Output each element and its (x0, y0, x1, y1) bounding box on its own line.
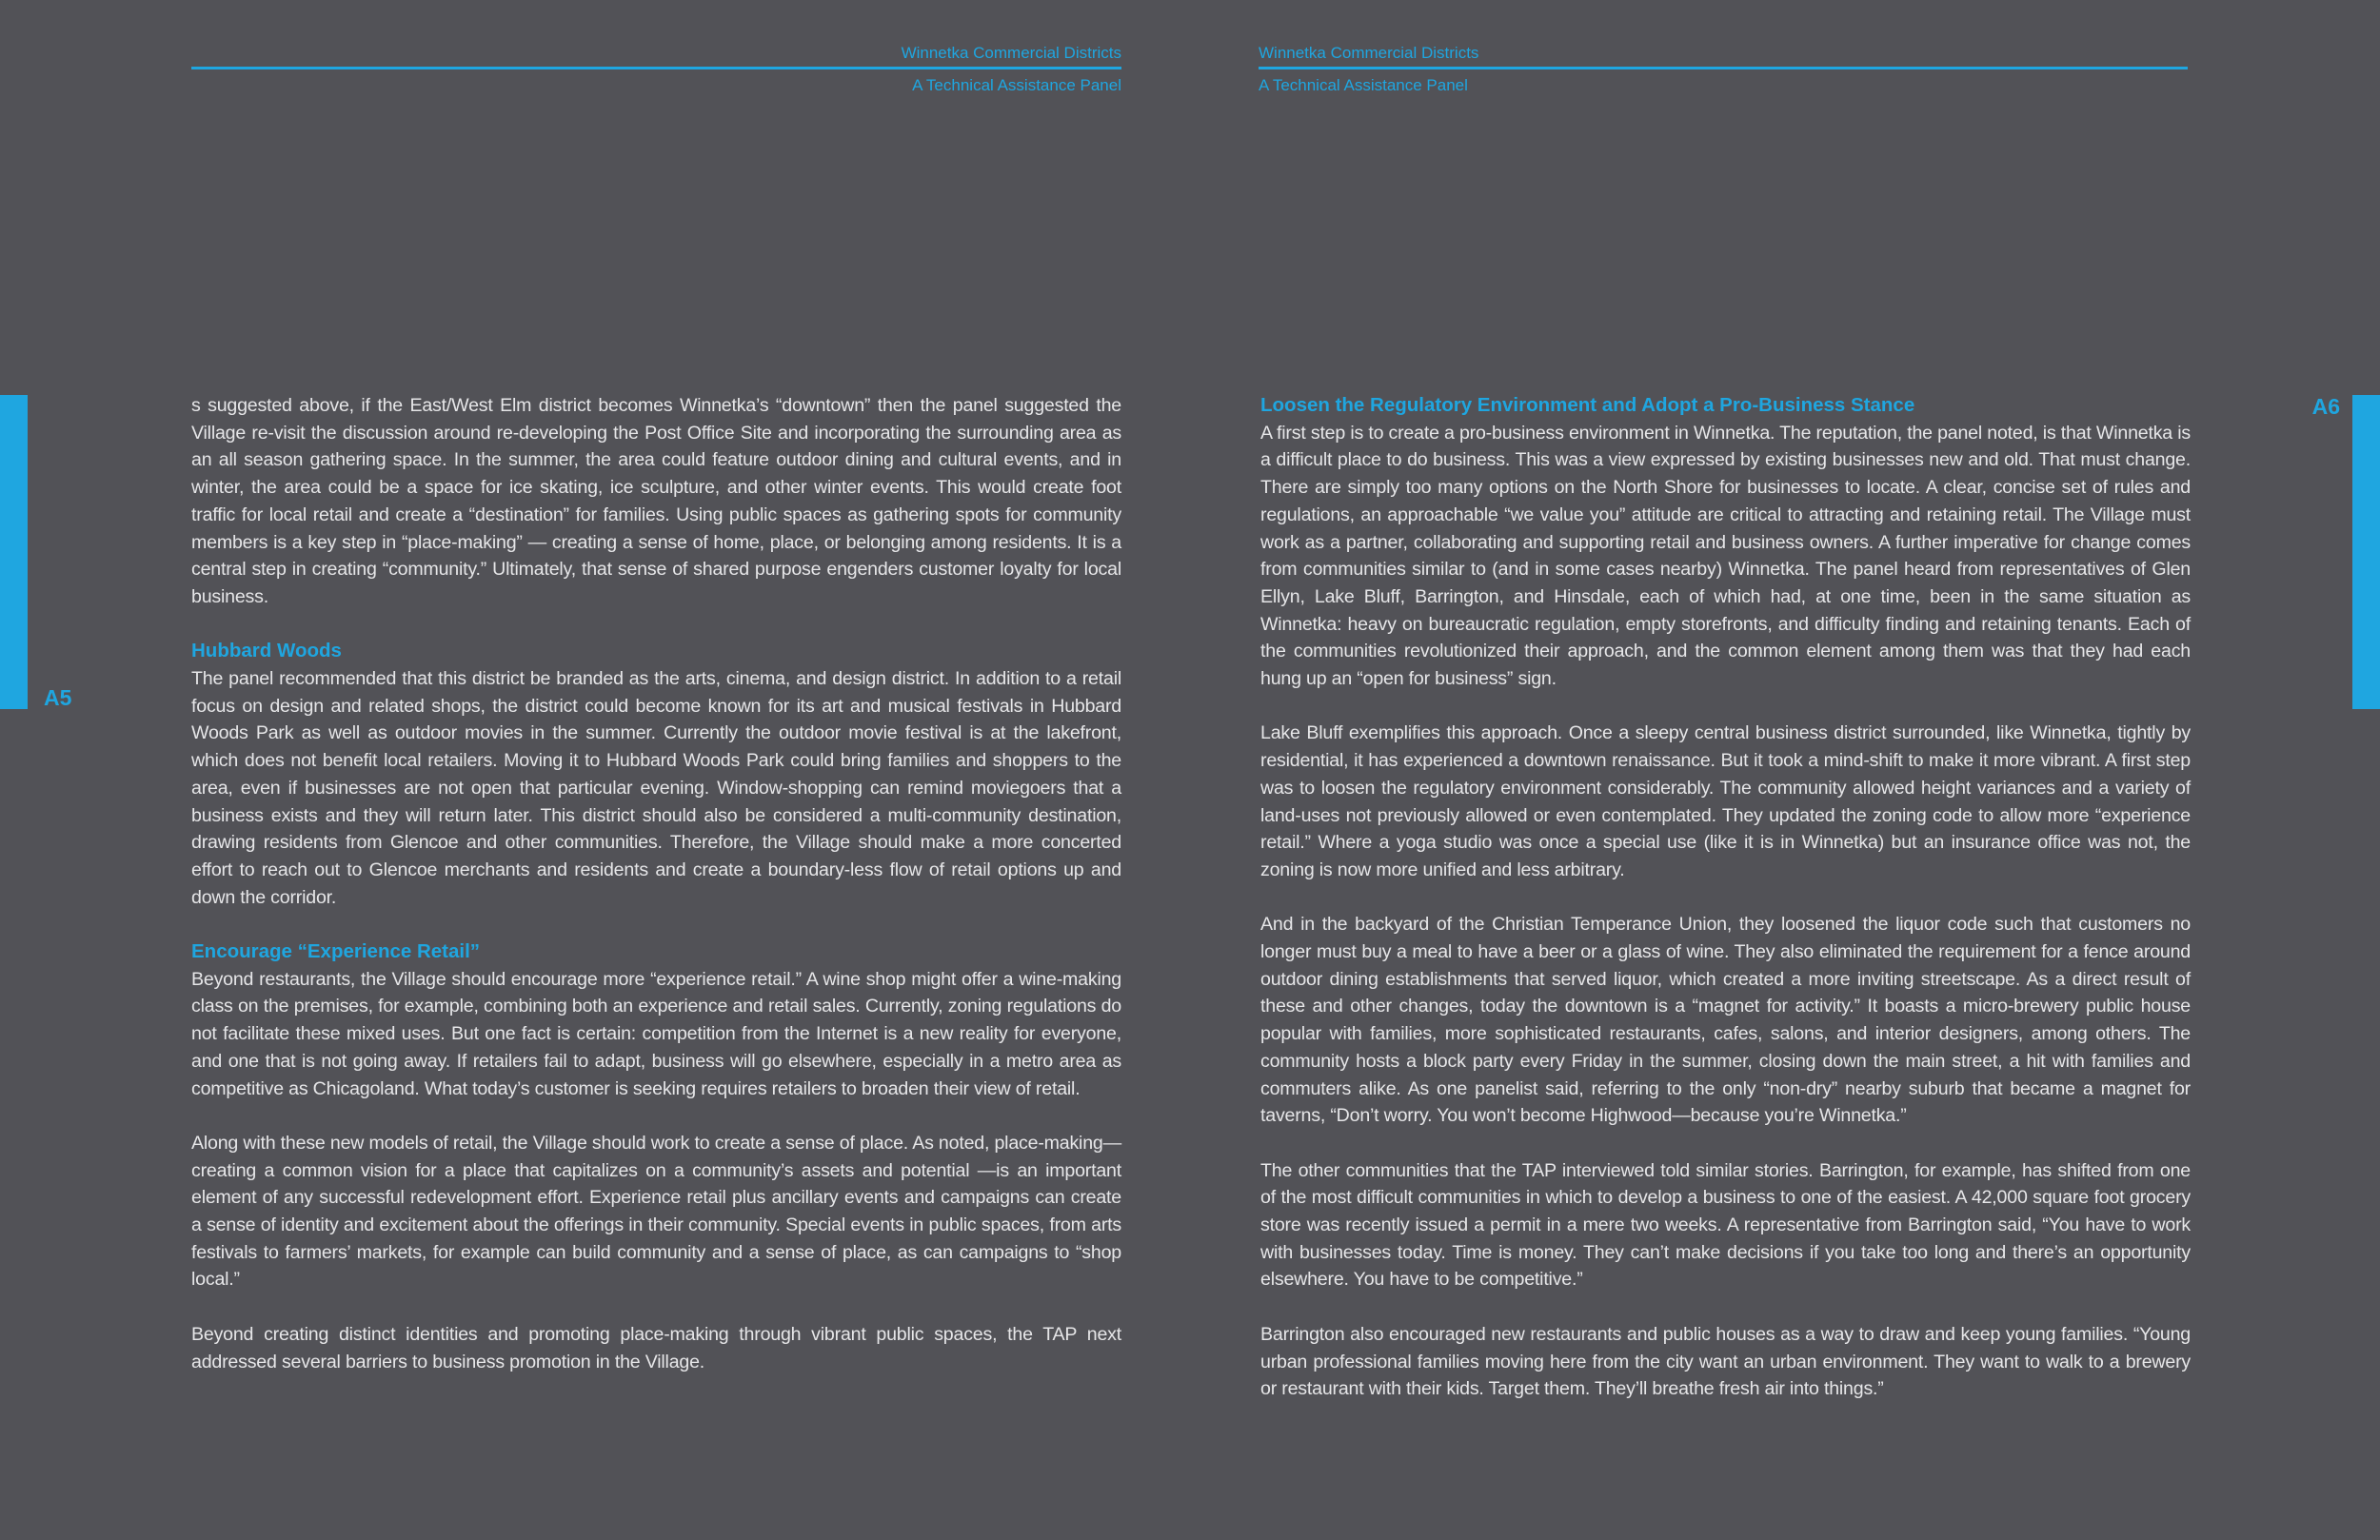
section-heading-hubbard-woods: Hubbard Woods (191, 640, 342, 662)
place-making-paragraph: Along with these new models of retail, the Village should work to create a sense of place. As noted, place-making—creating a common vision for a place that capitalizes on a community’s assets and potential —is an important element of any successful redevelopment effort. Experience retail plus ancillary events and campaigns can create a sense of identity and excitement about the offerings in their community. Special events in public spaces, from arts festivals to farmers’ markets, for example can build community and a sense of place, as can campaigns to “shop local.” (191, 1132, 1121, 1291)
pro-business-paragraph: A first step is to create a pro-business environment in Winnetka. The reputation, the panel noted, is that Winnetka is a difficult place to do business. This was a view expressed by existing businesses new and old. That must change. There are simply too many options on the North Shore for businesses to locate. A clear, concise set of rules and regulations, an approachable “we value you” attitude are critical to attracting and retaining retail. The Village must work as a partner, collaborating and supporting retail and business owners. A further imperative for change comes from communities similar to (and in some cases nearby) Winnetka. The panel heard from representatives of Glen Ellyn, Lake Bluff, Barrington, and Hinsdale, each of which had, at one time, been in the same situation as Winnetka: heavy on bureaucratic regulation, empty storefronts, and difficulty finding and retaining tenants. Each of the communities revolutionized their approach, and the common element among them was that they had each hung up an “open for business” sign. (1260, 422, 2191, 690)
lake-bluff-paragraph: Lake Bluff exemplifies this approach. Once a sleepy central business district surrounded, like Winnetka, tightly by residential, it has experienced a downtown renaissance. But it took a mind-shift to make it more vibrant. A first step was to loosen the regulatory environment considerably. The community allowed height variances and a variety of land-uses not previously allowed or even contemplated. They updated the zoning code to allow more “experience retail.” Where a yoga studio was once a special use (like it is in Winnetka) but an insurance office was not, the zoning is now more unified and less arbitrary. (1260, 722, 2191, 880)
header-rule (191, 67, 1121, 69)
young-families-paragraph: Barrington also encouraged new restaurants and public houses as a way to draw and keep young families. “Young urban professional families moving here from the city want an urban environment. They want to walk to a brewery or restaurant with their kids. Target them. They’ll breathe fresh air into things.” (1260, 1323, 2191, 1400)
left-text-column (191, 392, 1121, 1403)
hubbard-woods-paragraph: The panel recommended that this district be branded as the arts, cinema, and design district. In addition to a retail focus on design and related shops, the district could become known for its art and musical festivals in Hubbard Woods Park as well as outdoor movies in the summer. Currently the outdoor movie festival is at the lakefront, which does not benefit local retailers. Moving it to Hubbard Woods Park could bring families and shoppers to the area, even if businesses are not open that particular evening. Window-shopping can remind moviegoers that a business exists and they will return later. This district should also be considered a multi-community destination, drawing residents from Glencoe and other communities. Therefore, the Village should make a more concerted effort to reach out to Glencoe merchants and residents and create a boundary-less flow of retail options up and down the corridor. (191, 668, 1121, 908)
side-tab-bar (2352, 395, 2380, 709)
right-text-column (1260, 392, 2191, 1431)
header-title: Winnetka Commercial Districts (901, 44, 1121, 62)
page-number: A6 (2311, 394, 2340, 419)
barrington-paragraph: The other communities that the TAP interviewed told similar stories. Barrington, for example, has shifted from one of the most difficult communities in which to develop a business to one of the easiest. A 42,000 square foot grocery store was recently issued a permit in a mere two weeks. A representative from Barrington said, “You have to work with businesses today. Time is money. They can’t make decisions if you take too long and there’s an opportunity elsewhere. You have to be competitive.” (1260, 1159, 2191, 1291)
experience-retail-paragraph: Beyond restaurants, the Village should encourage more “experience retail.” A wine shop might offer a wine-making class on the premises, for example, combining both an experience and retail sales. Currently, zoning regulations do not facilitate these mixed uses. But one fact is certain: competition from the Internet is a new reality for everyone, and one that is not going away. If retailers fail to adapt, business will go elsewhere, especially in a metro area as competitive as Chicagoland. What today’s customer is seeking requires retailers to broaden their view of retail. (191, 968, 1121, 1099)
intro-paragraph: s suggested above, if the East/West Elm district becomes Winnetka’s “downtown” then the panel suggested the Village re-visit the discussion around re-developing the Post Office Site and incorporating the surrounding area as an all season gathering space. In the summer, the area could feature outdoor dining and cultural events, and in winter, the area could be a space for ice skating, ice sculpture, and other winter events. This would create foot traffic for local retail and create a “destination” for families. Using public spaces as gathering spots for community members is a key step in “place-making” — creating a sense of home, place, or belonging among residents. It is a central step in creating “community.” Ultimately, that sense of shared purpose engenders customer loyalty for local business. (191, 395, 1121, 607)
side-tab-bar (0, 395, 28, 709)
header-subtitle: A Technical Assistance Panel (912, 76, 1121, 94)
header-subtitle: A Technical Assistance Panel (1259, 76, 1468, 94)
page-number: A5 (44, 685, 72, 710)
liquor-code-paragraph: And in the backyard of the Christian Temperance Union, they loosened the liquor code such that customers no longer must buy a meal to have a beer or a glass of wine. They also eliminated the requirement for a fence around outdoor dining establishments that served liquor, which created a more inviting streetscape. As a direct result of these and other changes, today the downtown is a “magnet for activity.” It boasts a micro-brewery public house popular with families, more sophisticated restaurants, cafes, salons, and interior designers, among others. The community hosts a block party every Friday in the summer, closing down the main street, a hit with families and commuters alike. As one panelist said, referring to the only “non-dry” nearby suburb that became a magnet for taverns, “Don’t worry. You won’t become Highwood—because you’re Winnetka.” (1260, 914, 2191, 1127)
header-title: Winnetka Commercial Districts (1259, 44, 1479, 62)
section-heading-experience-retail: Encourage “Experience Retail” (191, 940, 481, 963)
barriers-paragraph: Beyond creating distinct identities and promoting place-making through vibrant public spaces, the TAP next addressed several barriers to business promotion in the Village. (191, 1323, 1121, 1372)
section-heading-regulatory: Loosen the Regulatory Environment and Adopt a Pro-Business Stance (1260, 394, 1915, 416)
right-page (1190, 0, 2380, 1540)
header-rule (1259, 67, 2188, 69)
